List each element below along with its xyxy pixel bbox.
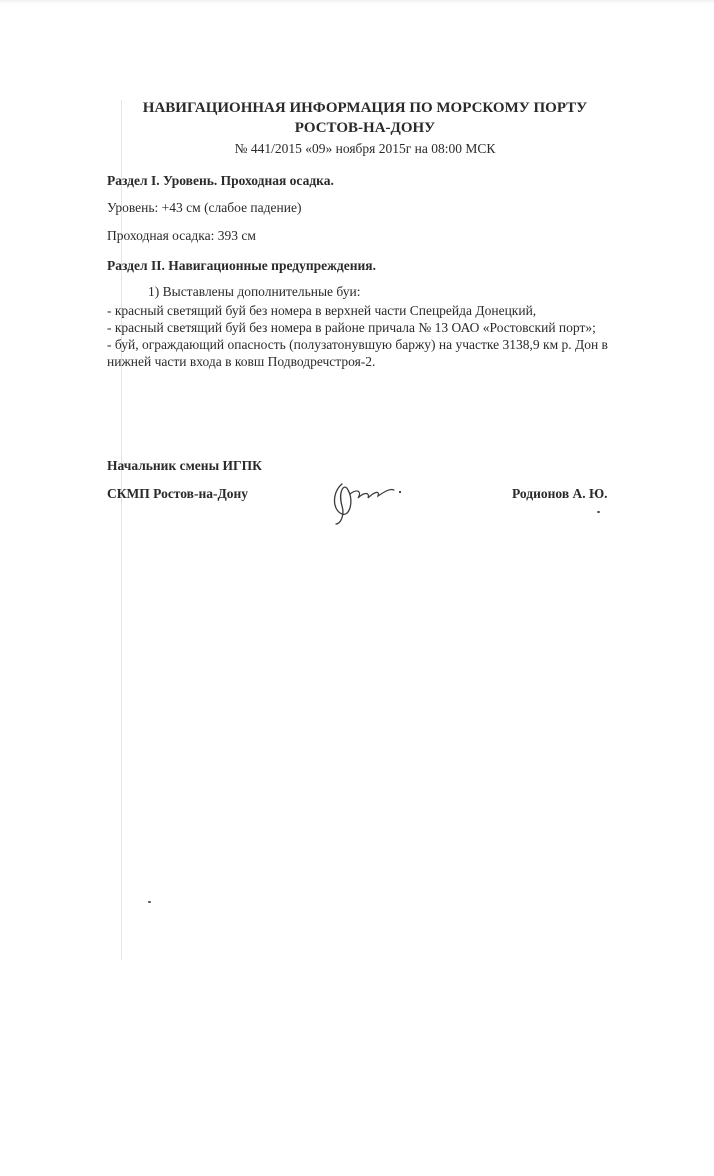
- document-title: НАВИГАЦИОННАЯ ИНФОРМАЦИЯ ПО МОРСКОМУ ПОРТУ РОСТОВ-НА-ДОНУ: [142, 100, 588, 136]
- buoy-item: - красный светящий буй без номера в верхней части Спецрейда Донецкий,: [107, 303, 537, 318]
- scan-edge: [0, 0, 714, 4]
- draft-line: Проходная осадка: 393 см: [107, 228, 256, 243]
- section1-heading: Раздел I. Уровень. Проходная осадка.: [107, 173, 334, 188]
- signatory-organization: СКМП Ростов-на-Дону: [107, 486, 249, 501]
- signatory-name: Родионов А. Ю.: [512, 486, 608, 501]
- scan-speck: [148, 901, 151, 903]
- buoy-item: - красный светящий буй без номера в районе причала № 13 ОАО «Ростовский порт»;: [107, 320, 596, 335]
- item1-heading: 1) Выставлены дополнительные буи:: [148, 284, 361, 299]
- scan-speck: [597, 511, 600, 513]
- section2-heading: Раздел II. Навигационные предупреждения.: [107, 258, 376, 273]
- document-number-line: № 441/2015 «09» ноября 2015г на 08:00 МСК: [234, 141, 496, 156]
- level-line: Уровень: +43 см (слабое падение): [107, 200, 302, 215]
- signatory-position: Начальник смены ИГПК: [107, 458, 262, 473]
- buoy-item: - буй, ограждающий опасность (полузатонувшую баржу) на участке 3138,9 км р. Дон в: [107, 337, 608, 352]
- buoy-item-continuation: нижней части входа в ковш Подводречстроя-2.: [107, 354, 376, 369]
- handwritten-signature: [328, 470, 408, 526]
